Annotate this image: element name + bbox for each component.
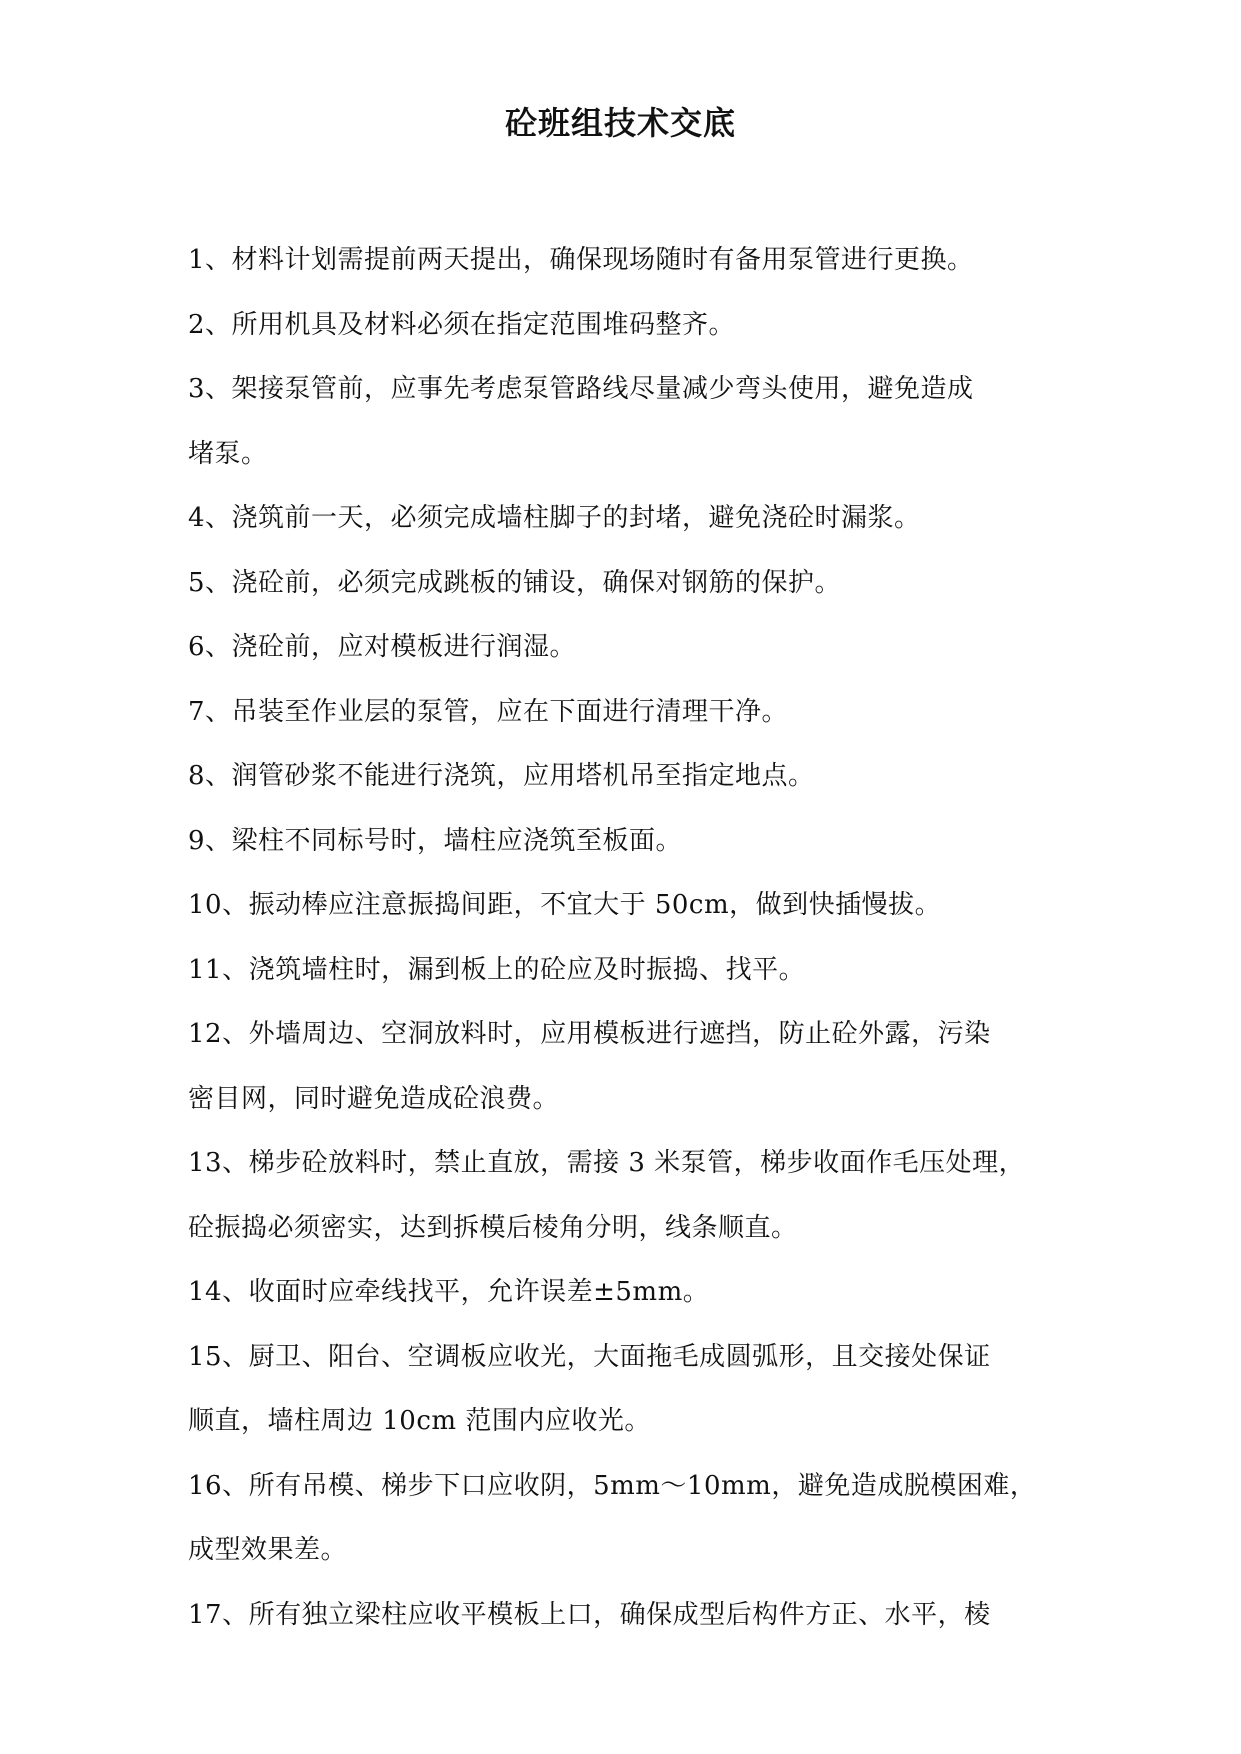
- list-item-line: 5、浇砼前，必须完成跳板的铺设，确保对钢筋的保护。: [188, 567, 842, 598]
- list-item-line: 10、振动棒应注意振捣间距，不宜大于 50cm，做到快插慢拔。: [188, 890, 942, 920]
- list-item-line: 1、材料计划需提前两天提出，确保现场随时有备用泵管进行更换。: [188, 245, 974, 275]
- list-item: [188, 1454, 1068, 1583]
- list-item: [188, 1260, 1068, 1325]
- list-item: [188, 551, 1068, 616]
- list-item-line: 堵泵。: [188, 438, 268, 469]
- list-item-line: 15、厨卫、阳台、空调板应收光，大面拖毛成圆弧形，且交接处保证: [188, 1341, 991, 1372]
- list-item: [188, 1325, 1068, 1454]
- list-item-line: 成型效果差。: [188, 1535, 348, 1565]
- list-item-line: 砼振捣必须密实，达到拆模后棱角分明，线条顺直。: [188, 1212, 798, 1243]
- list-item-line: 8、润管砂浆不能进行浇筑，应用塔机吊至指定地点。: [188, 761, 815, 791]
- list-item-line: 3、架接泵管前，应事先考虑泵管路线尽量减少弯头使用，避免造成: [188, 374, 974, 404]
- list-item-line: 12、外墙周边、空洞放料时，应用模板进行遮挡，防止砼外露，污染: [188, 1019, 991, 1049]
- list-item-line: 7、吊装至作业层的泵管，应在下面进行清理干净。: [188, 696, 789, 727]
- list-item: [188, 357, 1068, 486]
- list-item: [188, 486, 1068, 551]
- list-item: [188, 680, 1068, 745]
- list-item-line: 2、所用机具及材料必须在指定范围堆码整齐。: [188, 309, 736, 340]
- list-item: [188, 744, 1068, 809]
- list-item: [188, 1131, 1068, 1260]
- list-item-line: 密目网，同时避免造成砼浪费。: [188, 1083, 560, 1114]
- list-item: [188, 1002, 1068, 1131]
- list-item: [188, 873, 1068, 938]
- list-item-line: 6、浇砼前，应对模板进行润湿。: [188, 632, 577, 662]
- list-item: [188, 615, 1068, 680]
- list-item-line: 顺直，墙柱周边 10cm 范围内应收光。: [188, 1406, 651, 1436]
- list-item-line: 13、梯步砼放料时，禁止直放，需接 3 米泵管，梯步收面作毛压处理，: [188, 1148, 1026, 1178]
- list-item: [188, 809, 1068, 874]
- list-item-line: 4、浇筑前一天，必须完成墙柱脚子的封堵，避免浇砼时漏浆。: [188, 503, 921, 533]
- list-item-line: 16、所有吊模、梯步下口应收阴，5mm～10mm，避免造成脱模困难，: [188, 1470, 1037, 1501]
- list-item-line: 9、梁柱不同标号时，墙柱应浇筑至板面。: [188, 825, 683, 856]
- list-item-line: 14、收面时应牵线找平，允许误差±5mm。: [188, 1277, 710, 1307]
- document-body: [188, 228, 1068, 1647]
- list-item: [188, 293, 1068, 358]
- list-item-line: 17、所有独立梁柱应收平模板上口，确保成型后构件方正、水平，棱: [188, 1599, 991, 1630]
- list-item: [188, 938, 1068, 1003]
- document-title: 砼班组技术交底: [504, 104, 736, 142]
- list-item-line: 11、浇筑墙柱时，漏到板上的砼应及时振捣、找平。: [188, 954, 806, 985]
- list-item: [188, 228, 1068, 293]
- list-item: [188, 1583, 1068, 1648]
